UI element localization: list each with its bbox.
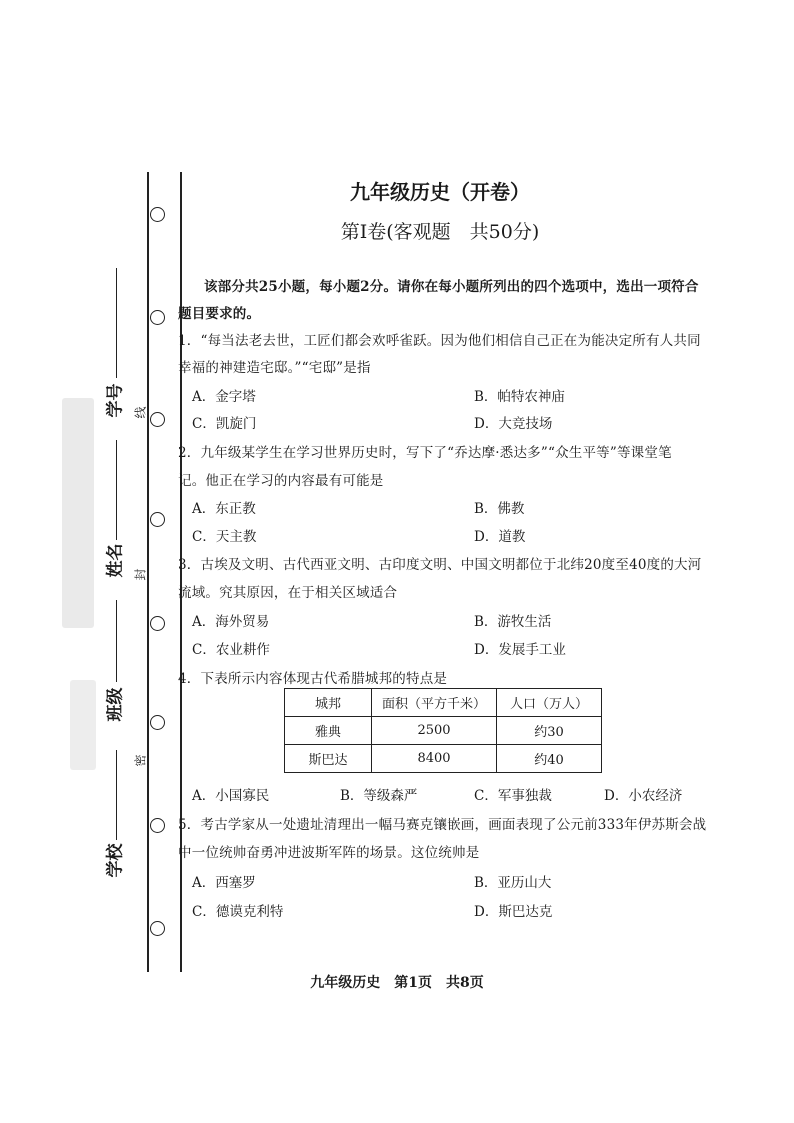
table-row	[285, 745, 602, 773]
scan-smudge	[70, 680, 96, 770]
binding-hole	[150, 310, 165, 325]
question-5-stem: 中一位统帅奋勇冲进波斯军阵的场景。这位统帅是	[178, 845, 480, 861]
question-4-option-a[interactable]: A．小国寡民	[192, 788, 270, 804]
question-1-option-c[interactable]: C．凯旋门	[192, 416, 257, 432]
question-2-stem: 2．九年级某学生在学习世界历史时，写下了“乔达摩·悉达多”“众生平等”等课堂笔	[178, 445, 672, 461]
question-1-option-b[interactable]: B．帕特农神庙	[474, 389, 565, 405]
student-id-blank	[116, 268, 117, 378]
question-2-option-c[interactable]: C．天主教	[192, 529, 257, 545]
question-5-option-b[interactable]: B．亚历山大	[474, 875, 552, 891]
seal-mark-seal: 封	[133, 568, 148, 581]
seal-mark-line: 线	[133, 406, 148, 419]
student-id-label: 学号	[105, 383, 126, 418]
table-header-cell: 城邦	[285, 689, 372, 717]
scan-smudge	[62, 398, 94, 628]
name-blank	[116, 440, 117, 540]
question-2-stem: 记。他正在学习的内容最有可能是	[178, 473, 384, 489]
page-footer: 九年级历史 第1页 共8页	[310, 975, 484, 991]
table-cell: 约40	[497, 745, 602, 773]
question-4-option-d[interactable]: D．小农经济	[604, 788, 683, 804]
table-cell: 约30	[497, 717, 602, 745]
city-state-table	[284, 688, 602, 773]
table-cell: 斯巴达	[285, 745, 372, 773]
question-4-stem: 4．下表所示内容体现古代希腊城邦的特点是	[178, 671, 448, 687]
section-subtitle: 第Ⅰ卷(客观题 共50分)	[340, 221, 540, 243]
question-5-option-c[interactable]: C．德谟克利特	[192, 904, 284, 920]
table-header-row	[285, 689, 602, 717]
binding-hole	[150, 715, 165, 730]
question-2-option-a[interactable]: A．东正教	[192, 501, 256, 517]
question-3-option-b[interactable]: B．游牧生活	[474, 614, 552, 630]
binding-hole	[150, 921, 165, 936]
binding-hole	[150, 207, 165, 222]
question-1-option-a[interactable]: A．金字塔	[192, 389, 256, 405]
question-2-option-b[interactable]: B．佛教	[474, 501, 525, 517]
table-cell: 8400	[372, 745, 497, 773]
class-label: 班级	[105, 687, 126, 722]
binding-hole	[150, 818, 165, 833]
question-1-option-d[interactable]: D．大竞技场	[474, 416, 553, 432]
question-3-option-d[interactable]: D．发展手工业	[474, 642, 566, 658]
table-cell: 2500	[372, 717, 497, 745]
question-5-stem: 5．考古学家从一处遗址清理出一幅马赛克镶嵌画，画面表现了公元前333年伊苏斯会战	[178, 817, 707, 833]
question-1-stem: 1．“每当法老去世，工匠们都会欢呼雀跃。因为他们相信自己正在为能决定所有人共同	[178, 333, 701, 349]
exam-title: 九年级历史（开卷）	[350, 180, 530, 204]
class-blank	[116, 600, 117, 682]
question-5-option-a[interactable]: A．西塞罗	[192, 875, 256, 891]
question-3-option-a[interactable]: A．海外贸易	[192, 614, 270, 630]
question-5-option-d[interactable]: D．斯巴达克	[474, 904, 553, 920]
table-header-cell: 面积（平方千米）	[372, 689, 497, 717]
question-4-option-b[interactable]: B．等级森严	[340, 788, 418, 804]
name-label: 姓名	[105, 543, 126, 578]
question-1-stem: 幸福的神建造宅邸。”“宅邸”是指	[178, 360, 371, 376]
table-cell: 雅典	[285, 717, 372, 745]
school-label: 学校	[105, 843, 126, 878]
seal-mark-secret: 密	[133, 754, 148, 767]
question-2-option-d[interactable]: D．道教	[474, 529, 526, 545]
question-3-stem: 3．古埃及文明、古代西亚文明、古印度文明、中国文明都位于北纬20度至40度的大河	[178, 557, 702, 573]
question-4-option-c[interactable]: C．军事独裁	[474, 788, 552, 804]
school-blank	[116, 750, 117, 840]
question-3-stem: 流域。究其原因，在于相关区域适合	[178, 585, 398, 601]
binding-hole	[150, 616, 165, 631]
instructions-line: 该部分共25小题，每小题2分。请你在每小题所列出的四个选项中，选出一项符合	[204, 279, 699, 295]
table-header-cell: 人口（万人）	[497, 689, 602, 717]
question-3-option-c[interactable]: C．农业耕作	[192, 642, 270, 658]
instructions-line: 题目要求的。	[178, 306, 261, 322]
binding-hole	[150, 412, 165, 427]
table-row	[285, 717, 602, 745]
binding-hole	[150, 512, 165, 527]
